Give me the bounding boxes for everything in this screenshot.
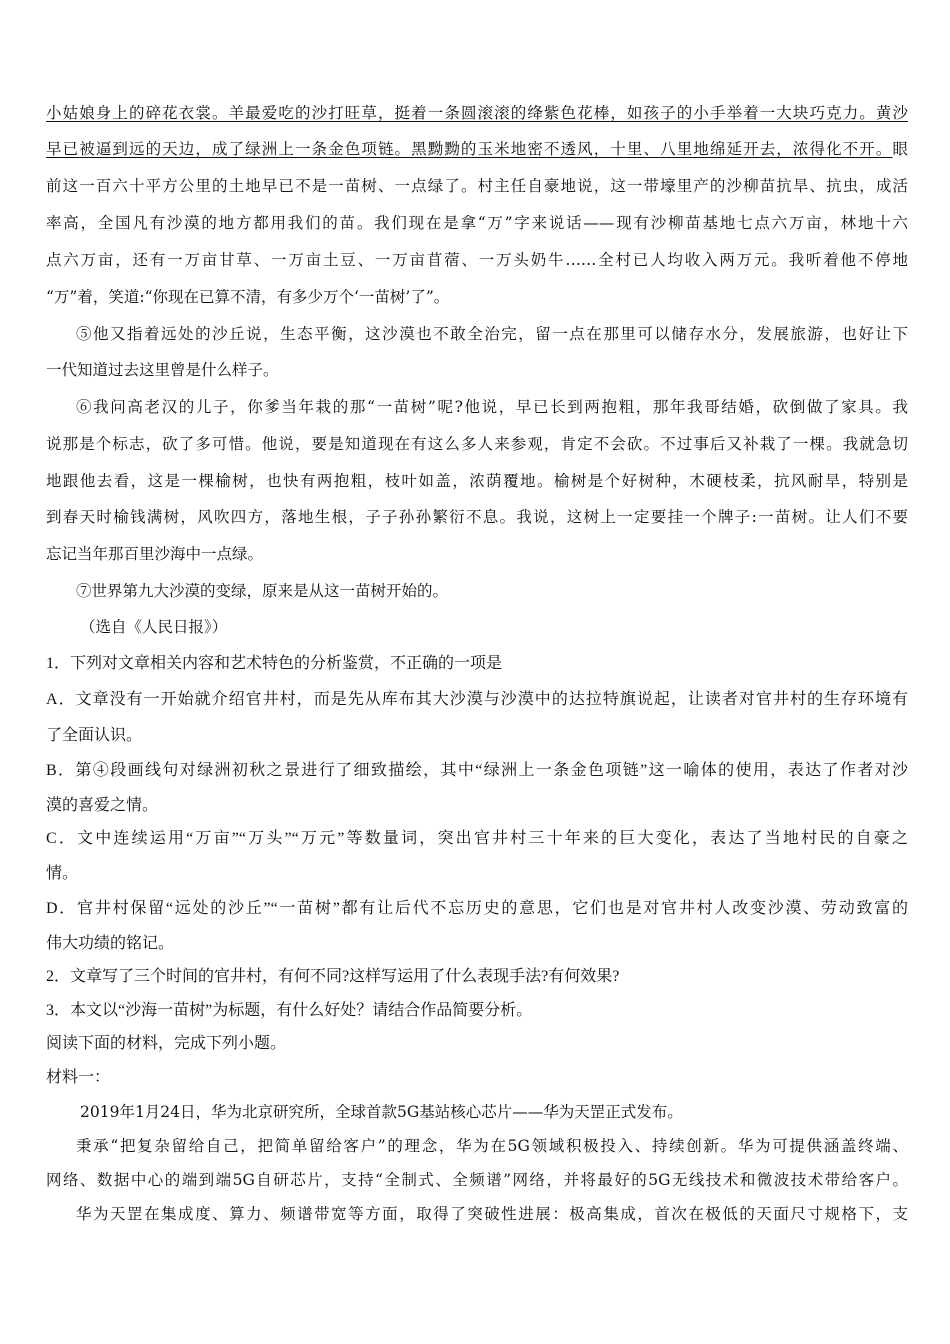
paragraph-5-line-2: 一代知道过去这里曾是什么样子。	[46, 361, 279, 379]
option-a-line-2: 了全面认识。	[46, 727, 143, 744]
question-1: 1．下列对文章相关内容和艺术特色的分析鉴赏，不正确的一项是	[46, 655, 503, 672]
article-line-4: 率高，全国凡有沙漠的地方都用我们的苗。我们现在是拿“万”字来说话——现有沙柳苗基地七点六万亩，林地十六	[46, 214, 908, 232]
paragraph-5-line-1: ⑤他又指着远处的沙丘说，生态平衡，这沙漠也不敢全治完，留一点在那里可以储存水分，发展旅游，也好让下	[76, 325, 908, 343]
article-line-3: 前这一百六十平方公里的土地早已不是一苗树、一点绿了。村主任自豪地说，这一带壕里产的沙柳苗抗旱、抗虫，成活	[46, 177, 908, 195]
option-d-line-2: 伟大功绩的铭记。	[46, 935, 175, 952]
material-one-paragraph-2-line-1: 秉承“把复杂留给自己，把简单留给客户”的理念，华为在5G领域积极投入、持续创新。华为可提供涵盖终端、	[76, 1137, 908, 1155]
material-one-paragraph-3-line-1: 华为天罡在集成度、算力、频谱带宽等方面，取得了突破性进展：极高集成，首次在极低的天面尺寸规格下，支	[76, 1205, 908, 1223]
option-a-line-1: A．文章没有一开始就介绍官井村，而是先从库布其大沙漠与沙漠中的达拉特旗说起，让读者对官井村的生存环境有	[46, 691, 908, 708]
option-d-line-1: D．官井村保留“远处的沙丘”“一苗树”都有让后代不忘历史的意思，它们也是对官井村人改变沙漠、劳动致富的	[46, 900, 908, 917]
paragraph-6-line-1: ⑥我问高老汉的儿子，你爹当年栽的那“一苗树”呢?他说，早已长到两抱粗，那年我哥结婚，砍倒做了家具。我	[76, 398, 908, 416]
article-line-2-rest: 眼	[892, 140, 908, 158]
underlined-sentence: 早已被逼到远的天边，成了绿洲上一条金色项链。黑黝黝的玉米地密不透风，十里、八里地绵延开去，浓得化不开。	[46, 140, 893, 158]
paragraph-6-line-2: 说那是个标志，砍了多可惜。他说，要是知道现在有这么多人来参观，肯定不会砍。不过事后又补栽了一棵。我就急切	[46, 435, 908, 453]
question-2: 2．文章写了三个时间的官井村，有何不同?这样写运用了什么表现手法?有何效果?	[46, 968, 620, 985]
material-one-label: 材料一：	[46, 1069, 111, 1086]
article-line-2	[46, 139, 908, 159]
article-line-5: 点六万亩，还有一万亩甘草、一万亩土豆、一万亩苜蓿、一万头奶牛……全村已人均收入两万元。我听着他不停地	[46, 251, 908, 269]
question-3: 3．本文以“沙海一苗树”为标题，有什么好处？请结合作品简要分析。	[46, 1002, 533, 1019]
article-source: （选自《人民日报》）	[80, 618, 228, 636]
option-b-line-2: 漠的喜爱之情。	[46, 797, 159, 814]
paragraph-6-line-5: 忘记当年那百里沙海中一点绿。	[46, 545, 264, 563]
paragraph-6-line-3: 地跟他去看，这是一棵榆树，也快有两抱粗，枝叶如盖，浓荫覆地。榆树是个好树种，木硬枝柔，抗风耐旱，特别是	[46, 472, 908, 490]
paragraph-7: ⑦世界第九大沙漠的变绿，原来是从这一苗树开始的。	[76, 582, 449, 600]
paragraph-6-line-4: 到春天时榆钱满树，风吹四方，落地生根，子子孙孙繁衍不息。我说，这树上一定要挂一个牌子:一苗树。让人们不要	[46, 508, 908, 526]
option-b-line-1: B．第④段画线句对绿洲初秋之景进行了细致描绘，其中“绿洲上一条金色项链”这一喻体的使用，表达了作者对沙	[46, 762, 908, 779]
material-one-paragraph-1: 2019年1月24日，华为北京研究所，全球首款5G基站核心芯片——华为天罡正式发布。	[80, 1103, 683, 1121]
option-c-line-2: 情。	[46, 865, 79, 882]
article-line-6: “万”着，笑道:“你现在已算不清，有多少万个‘一苗树’了”。	[46, 288, 450, 306]
reading-instruction: 阅读下面的材料，完成下列小题。	[46, 1035, 287, 1052]
material-one-paragraph-2-line-2: 网络、数据中心的端到端5G自研芯片，支持“全制式、全频谱”网络，并将最好的5G无线技术和微波技术带给客户。	[46, 1171, 908, 1189]
article-line-1-underlined: 小姑娘身上的碎花衣裳。羊最爱吃的沙打旺草，挺着一条圆滚滚的绛紫色花棒，如孩子的小手举着一大块巧克力。黄沙	[46, 104, 908, 122]
option-c-line-1: C．文中连续运用“万亩”“万头”“万元”等数量词，突出官井村三十年来的巨大变化，表达了当地村民的自豪之	[46, 830, 908, 847]
